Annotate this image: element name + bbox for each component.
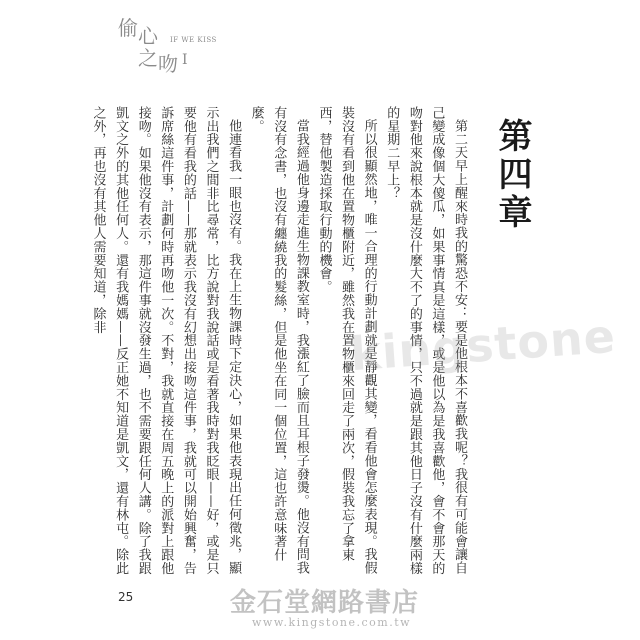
chapter-title: 第四章 <box>492 118 532 232</box>
running-header-title-char: 之 <box>138 46 158 70</box>
running-header-volume: I <box>182 52 188 68</box>
running-header-title-char: 心 <box>138 24 158 48</box>
watermark-store-name: 金石堂網路書店 <box>230 588 420 618</box>
watermark-brand-logo: kingstone <box>348 308 618 382</box>
running-header-title-char: 偷 <box>118 16 138 40</box>
watermark-url: www.kingstone.com.tw <box>252 616 412 629</box>
page-number: 25 <box>118 590 134 604</box>
running-header <box>118 18 238 78</box>
running-header-english-title: IF WE KISS <box>170 36 217 44</box>
paragraph: 他連看我一眼也沒有。我在上生物課時下定決心，如果他表現出任何徵兆，顯示出我們之間非比尋常，比方說對我說話或是看著我時對我眨眼——好，或是只要他有看我的話——那就表示我沒有幻想出接吻這件事，我就可以開始興奮，告訴席絲這件事，計劃何時再吻他一次。不對，我就直接在周五晚上的派對上跟他接吻。如果他沒有表示，那這件事就沒發生過，也不需要跟任何人講。除了我跟凱文之外的其他任何人。還有我媽媽——反正她不知道是凱文，還有林屯。除此之外，再也沒有其他人需要知道，除非 <box>90 106 242 575</box>
paragraph: 所以很顯然地，唯一合理的行動計劃就是靜觀其變，看看他會怎麼表現。我假裝沒有看到他在置物櫃附近，雖然我在置物櫃來回走了兩次，假裝我忘了拿東西，替他製造採取行動的機會。 <box>316 106 377 575</box>
paragraph: 第二天早上醒來時我的驚恐不安：要是他根本不喜歡我呢？我很有可能會讓自己變成像個大傻瓜，如果事情真是這樣，或是他以為是我喜歡他，會不會那天的吻對他來說根本就是沒什麼大不了的事情，只不過就是跟其他日子沒有什麼兩樣的星期二早上？ <box>384 106 467 575</box>
paragraph: 當我經過他身邊走進生物課教室時，我漲紅了臉而且耳根子發燙。他沒有問我有沒有念書，也沒有纏繞我的髮絲，但是他坐在同一個位置，這也許意味著什麼。 <box>248 106 309 575</box>
running-header-title-char: 吻 <box>158 52 178 76</box>
